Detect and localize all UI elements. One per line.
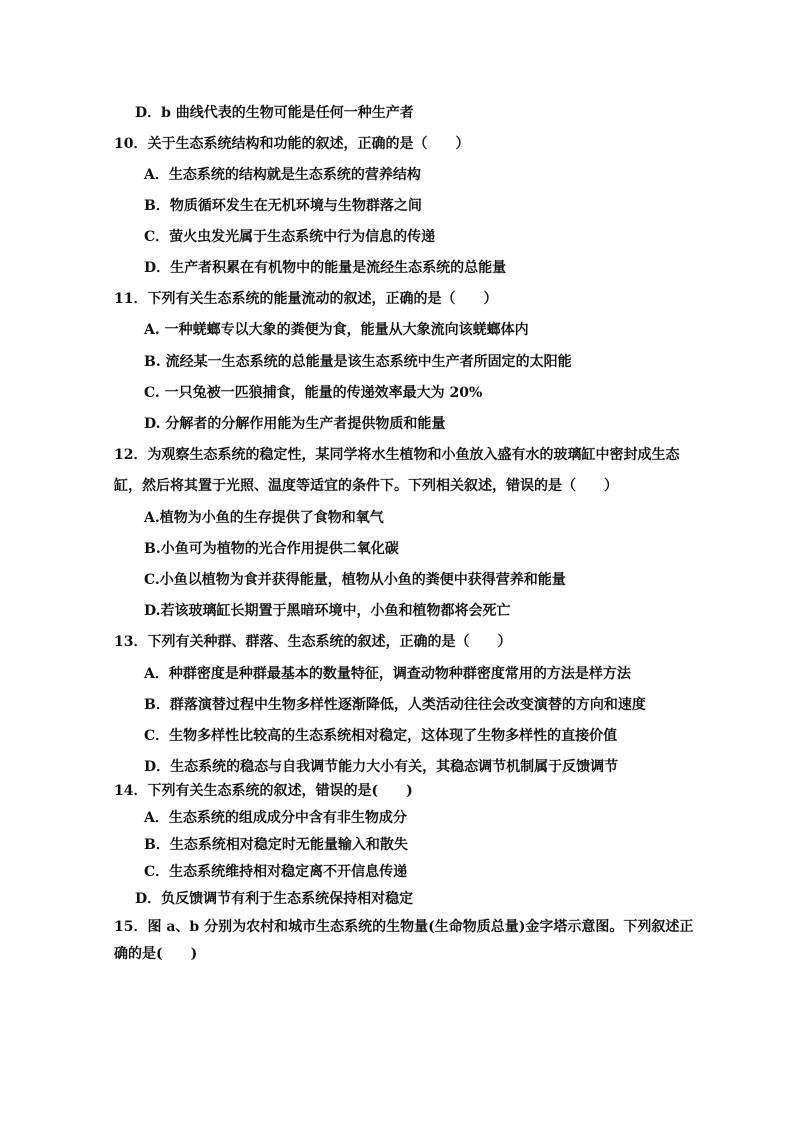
- q10-option-a: A．生态系统的结构就是生态系统的营养结构: [144, 167, 421, 183]
- q15-stem-line1: 15．图 a、b 分别为农村和城市生态系统的生物量(生命物质总量)金字塔示意图。下列叙述正: [114, 919, 694, 935]
- q11-option-b: B. 流经某一生态系统的总能量是该生态系统中生产者所固定的太阳能: [144, 354, 572, 370]
- q11-stem: 11．下列有关生态系统的能量流动的叙述，正确的是（ ）: [114, 291, 498, 307]
- q12-stem-line2: 缸，然后将其置于光照、温度等适宜的条件下。下列相关叙述，错误的是（ ）: [114, 478, 618, 494]
- q10-option-d: D．生产者积累在有机物中的能量是流经生态系统的总能量: [144, 260, 507, 276]
- q11-option-d: D. 分解者的分解作用能为生产者提供物质和能量: [144, 416, 446, 432]
- q9-option-d: D．b 曲线代表的生物可能是任何一种生产者: [135, 105, 414, 121]
- q12-stem-line1: 12．为观察生态系统的稳定性，某同学将水生植物和小鱼放入盛有水的玻璃缸中密封成生态: [114, 447, 680, 463]
- q13-stem: 13．下列有关种群、群落、生态系统的叙述，正确的是（ ）: [114, 634, 512, 650]
- q13-option-d: D．生态系统的稳态与自我调节能力大小有关，其稳态调节机制属于反馈调节: [144, 759, 619, 775]
- q12-option-b: B.小鱼可为植物的光合作用提供二氧化碳: [144, 541, 399, 557]
- q13-option-b: B．群落演替过程中生物多样性逐渐降低，人类活动往往会改变演替的方向和速度: [144, 697, 646, 713]
- q14-option-c: C．生态系统维持相对稳定离不开信息传递: [144, 864, 408, 880]
- q15-stem-line2: 确的是( ): [114, 946, 198, 962]
- q14-option-a: A．生态系统的组成成分中含有非生物成分: [144, 810, 407, 826]
- q10-option-c: C．萤火虫发光属于生态系统中行为信息的传递: [144, 229, 436, 245]
- q12-option-a: A.植物为小鱼的生存提供了食物和氧气: [144, 510, 384, 526]
- q14-option-d: D．负反馈调节有利于生态系统保持相对稳定: [135, 891, 414, 907]
- q10-stem: 10．关于生态系统结构和功能的叙述，正确的是（ ）: [114, 136, 470, 152]
- q14-option-b: B．生态系统相对稳定时无能量输入和散失: [144, 837, 408, 853]
- q11-option-c: C. 一只兔被一匹狼捕食，能量的传递效率最大为 20%: [144, 385, 483, 401]
- q12-option-c: C.小鱼以植物为食并获得能量，植物从小鱼的粪便中获得营养和能量: [144, 572, 566, 588]
- q13-option-a: A．种群密度是种群最基本的数量特征，调查动物种群密度常用的方法是样方法: [144, 666, 631, 682]
- q11-option-a: A. 一种蜣螂专以大象的粪便为食，能量从大象流向该蜣螂体内: [144, 322, 529, 338]
- q12-option-d: D.若该玻璃缸长期置于黑暗环境中，小鱼和植物都将会死亡: [144, 603, 511, 619]
- q10-option-b: B．物质循环发生在无机环境与生物群落之间: [144, 198, 422, 214]
- q14-stem: 14．下列有关生态系统的叙述，错误的是( ): [114, 783, 413, 799]
- q13-option-c: C．生物多样性比较高的生态系统相对稳定，这体现了生物多样性的直接价值: [144, 728, 618, 744]
